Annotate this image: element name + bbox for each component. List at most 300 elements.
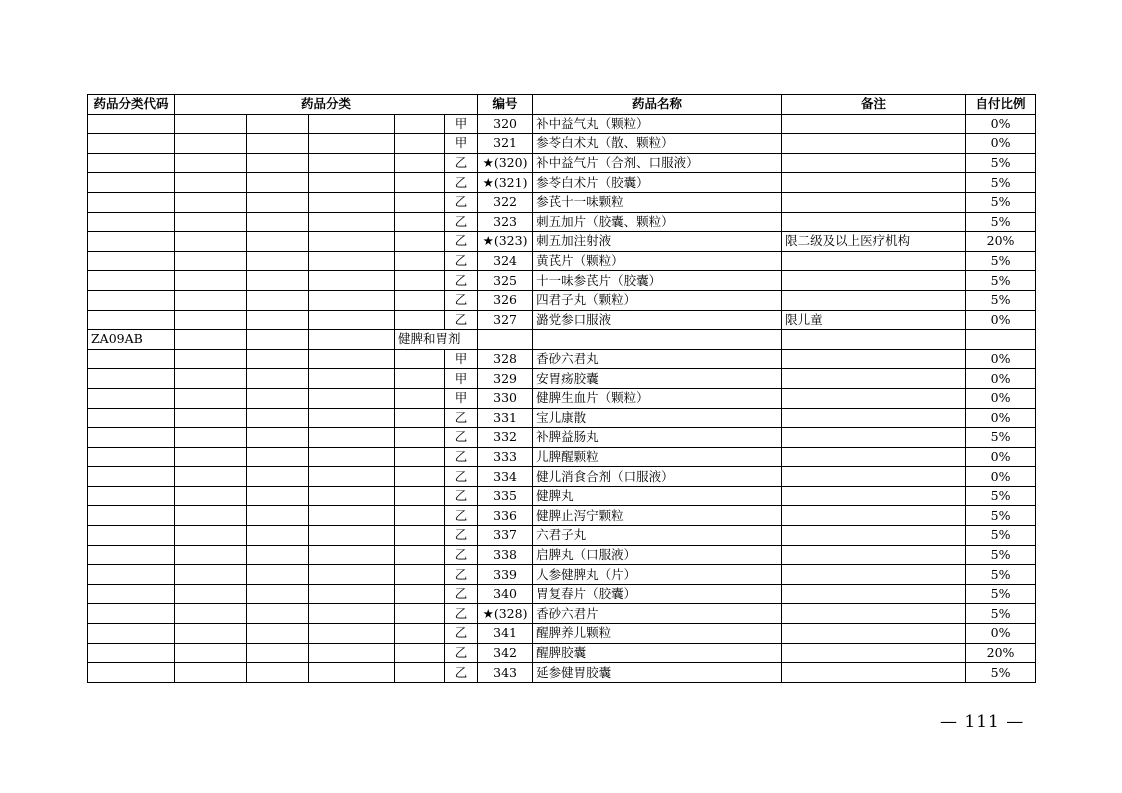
- number-cell: 329: [478, 369, 533, 389]
- category-level-3-cell: [309, 212, 395, 232]
- table-row: [88, 212, 1036, 232]
- drug-name-cell: 补中益气片（合剂、口服液）: [533, 153, 782, 173]
- ratio-cell: [966, 330, 1036, 350]
- class-code-cell: [88, 486, 175, 506]
- table-row: [88, 624, 1036, 644]
- remark-cell: [782, 349, 966, 369]
- category-level-3-cell: [309, 408, 395, 428]
- category-level-1-cell: [175, 349, 247, 369]
- ratio-cell: 20%: [966, 232, 1036, 252]
- remark-cell: [782, 134, 966, 154]
- category-level-2-cell: [247, 369, 309, 389]
- table-row: [88, 173, 1036, 193]
- category-level-4-cell: [395, 212, 445, 232]
- remark-cell: [782, 506, 966, 526]
- number-cell: ★(321): [478, 173, 533, 193]
- category-level-4-cell: [395, 565, 445, 585]
- table-row: [88, 271, 1036, 291]
- grade-cell: 乙: [445, 447, 478, 467]
- grade-cell: 乙: [445, 565, 478, 585]
- table-row: [88, 388, 1036, 408]
- remark-cell: [782, 173, 966, 193]
- category-level-3-cell: [309, 447, 395, 467]
- page-number: — 111 —: [940, 712, 1025, 732]
- number-cell: 339: [478, 565, 533, 585]
- number-cell: 323: [478, 212, 533, 232]
- remark-cell: [782, 290, 966, 310]
- drug-name-cell: 四君子丸（颗粒）: [533, 290, 782, 310]
- category-level-2-cell: [247, 486, 309, 506]
- category-level-3-cell: [309, 134, 395, 154]
- class-code-cell: [88, 604, 175, 624]
- category-level-1-cell: [175, 624, 247, 644]
- category-level-3-cell: [309, 486, 395, 506]
- category-level-4-cell: [395, 173, 445, 193]
- header-number: 编号: [478, 95, 533, 115]
- category-level-3-cell: [309, 388, 395, 408]
- drug-name-cell: 醒脾养儿颗粒: [533, 624, 782, 644]
- class-code-cell: [88, 192, 175, 212]
- remark-cell: [782, 212, 966, 232]
- category-level-2-cell: [247, 545, 309, 565]
- category-level-4-cell: [395, 624, 445, 644]
- table-row: [88, 134, 1036, 154]
- grade-cell: 乙: [445, 604, 478, 624]
- number-cell: 326: [478, 290, 533, 310]
- table-row: [88, 545, 1036, 565]
- number-cell: 338: [478, 545, 533, 565]
- table-row: [88, 232, 1036, 252]
- drug-name-cell: 儿脾醒颗粒: [533, 447, 782, 467]
- ratio-cell: 0%: [966, 408, 1036, 428]
- grade-cell: 乙: [445, 624, 478, 644]
- grade-cell: 乙: [445, 467, 478, 487]
- grade-cell: 乙: [445, 526, 478, 546]
- class-code-cell: [88, 584, 175, 604]
- category-level-3-cell: [309, 251, 395, 271]
- category-level-4-cell: [395, 663, 445, 683]
- remark-cell: [782, 388, 966, 408]
- category-level-1-cell: [175, 604, 247, 624]
- table-row: [88, 565, 1036, 585]
- ratio-cell: 0%: [966, 447, 1036, 467]
- category-level-4-cell: [395, 134, 445, 154]
- category-level-3-cell: [309, 624, 395, 644]
- category-level-3-cell: [309, 330, 395, 350]
- class-code-cell: [88, 153, 175, 173]
- class-code-cell: [88, 212, 175, 232]
- drug-name-cell: 健儿消食合剂（口服液）: [533, 467, 782, 487]
- category-level-1-cell: [175, 486, 247, 506]
- header-code: 药品分类代码: [88, 95, 175, 115]
- category-level-4-cell: [395, 349, 445, 369]
- drug-catalog-table: [87, 94, 1036, 683]
- remark-cell: [782, 624, 966, 644]
- remark-cell: [782, 467, 966, 487]
- category-level-4-cell: [395, 408, 445, 428]
- category-level-2-cell: [247, 663, 309, 683]
- category-level-3-cell: [309, 114, 395, 134]
- category-level-4-cell: [395, 643, 445, 663]
- drug-name-cell: 补中益气丸（颗粒）: [533, 114, 782, 134]
- drug-name-cell: 刺五加注射液: [533, 232, 782, 252]
- category-level-2-cell: [247, 330, 309, 350]
- category-level-2-cell: [247, 408, 309, 428]
- grade-cell: 乙: [445, 290, 478, 310]
- ratio-cell: 5%: [966, 584, 1036, 604]
- table-header-row: [88, 95, 1036, 115]
- table-row: [88, 153, 1036, 173]
- class-code-cell: [88, 663, 175, 683]
- category-level-3-cell: [309, 565, 395, 585]
- drug-name-cell: 宝儿康散: [533, 408, 782, 428]
- class-code-cell: [88, 369, 175, 389]
- category-level-4-cell: [395, 369, 445, 389]
- class-code-cell: [88, 271, 175, 291]
- table-row: [88, 369, 1036, 389]
- ratio-cell: 5%: [966, 153, 1036, 173]
- category-level-3-cell: [309, 173, 395, 193]
- ratio-cell: 5%: [966, 428, 1036, 448]
- drug-name-cell: 参苓白术片（胶囊）: [533, 173, 782, 193]
- ratio-cell: 0%: [966, 369, 1036, 389]
- ratio-cell: 5%: [966, 506, 1036, 526]
- category-level-4-cell: [395, 192, 445, 212]
- class-code-cell: [88, 545, 175, 565]
- category-level-3-cell: [309, 428, 395, 448]
- grade-cell: 乙: [445, 232, 478, 252]
- drug-name-cell: 人参健脾丸（片）: [533, 565, 782, 585]
- ratio-cell: 0%: [966, 467, 1036, 487]
- class-code-cell: [88, 643, 175, 663]
- number-cell: ★(328): [478, 604, 533, 624]
- header-remark: 备注: [782, 95, 966, 115]
- remark-cell: [782, 114, 966, 134]
- category-level-4-cell: [395, 447, 445, 467]
- category-level-3-cell: [309, 604, 395, 624]
- category-level-2-cell: [247, 526, 309, 546]
- remark-cell: [782, 604, 966, 624]
- category-level-1-cell: [175, 232, 247, 252]
- drug-name-cell: 六君子丸: [533, 526, 782, 546]
- number-cell: 337: [478, 526, 533, 546]
- category-level-3-cell: [309, 349, 395, 369]
- class-code-cell: [88, 467, 175, 487]
- category-level-3-cell: [309, 192, 395, 212]
- class-code-cell: [88, 428, 175, 448]
- remark-cell: [782, 330, 966, 350]
- ratio-cell: 0%: [966, 624, 1036, 644]
- number-cell: 325: [478, 271, 533, 291]
- grade-cell: 乙: [445, 663, 478, 683]
- remark-cell: [782, 369, 966, 389]
- remark-cell: [782, 192, 966, 212]
- grade-cell: 甲: [445, 349, 478, 369]
- ratio-cell: 20%: [966, 643, 1036, 663]
- category-level-1-cell: [175, 251, 247, 271]
- category-level-4-cell: [395, 251, 445, 271]
- drug-name-cell: 延参健胃胶囊: [533, 663, 782, 683]
- category-level-2-cell: [247, 506, 309, 526]
- category-level-2-cell: [247, 447, 309, 467]
- ratio-cell: 0%: [966, 349, 1036, 369]
- ratio-cell: 0%: [966, 388, 1036, 408]
- drug-name-cell: 参芪十一味颗粒: [533, 192, 782, 212]
- grade-cell: 甲: [445, 134, 478, 154]
- category-level-3-cell: [309, 643, 395, 663]
- grade-cell: 乙: [445, 271, 478, 291]
- category-level-1-cell: [175, 212, 247, 232]
- grade-cell: 乙: [445, 506, 478, 526]
- category-level-1-cell: [175, 134, 247, 154]
- drug-name-cell: 启脾丸（口服液）: [533, 545, 782, 565]
- ratio-cell: 5%: [966, 173, 1036, 193]
- class-code-cell: [88, 565, 175, 585]
- category-level-2-cell: [247, 467, 309, 487]
- remark-cell: [782, 408, 966, 428]
- ratio-cell: 5%: [966, 271, 1036, 291]
- category-level-3-cell: [309, 232, 395, 252]
- table-row: [88, 408, 1036, 428]
- category-level-3-cell: [309, 310, 395, 330]
- category-level-2-cell: [247, 153, 309, 173]
- ratio-cell: 5%: [966, 486, 1036, 506]
- number-cell: 333: [478, 447, 533, 467]
- remark-cell: [782, 565, 966, 585]
- category-level-3-cell: [309, 526, 395, 546]
- table-row: [88, 114, 1036, 134]
- category-level-1-cell: [175, 192, 247, 212]
- drug-name-cell: 补脾益肠丸: [533, 428, 782, 448]
- category-level-4-cell: [395, 467, 445, 487]
- table-row: [88, 486, 1036, 506]
- category-level-1-cell: [175, 408, 247, 428]
- number-cell: 328: [478, 349, 533, 369]
- category-level-2-cell: [247, 232, 309, 252]
- category-level-1-cell: [175, 428, 247, 448]
- ratio-cell: 5%: [966, 192, 1036, 212]
- ratio-cell: 5%: [966, 565, 1036, 585]
- table-row: [88, 467, 1036, 487]
- remark-cell: [782, 486, 966, 506]
- remark-cell: [782, 428, 966, 448]
- grade-cell: 乙: [445, 428, 478, 448]
- table-row: [88, 310, 1036, 330]
- category-level-4-cell: [395, 486, 445, 506]
- number-cell: 322: [478, 192, 533, 212]
- category-level-4-cell: [395, 232, 445, 252]
- category-level-2-cell: [247, 349, 309, 369]
- table-row: [88, 290, 1036, 310]
- remark-cell: 限二级及以上医疗机构: [782, 232, 966, 252]
- class-code-cell: [88, 114, 175, 134]
- category-level-1-cell: [175, 114, 247, 134]
- category-level-1-cell: [175, 643, 247, 663]
- category-level-4-cell: [395, 584, 445, 604]
- class-code-cell: [88, 173, 175, 193]
- number-cell: 332: [478, 428, 533, 448]
- category-level-2-cell: [247, 643, 309, 663]
- grade-cell: 乙: [445, 173, 478, 193]
- remark-cell: 限儿童: [782, 310, 966, 330]
- category-level-2-cell: [247, 584, 309, 604]
- category-level-1-cell: [175, 467, 247, 487]
- category-level-4-cell: [395, 310, 445, 330]
- category-level-2-cell: [247, 192, 309, 212]
- drug-name-cell: 安胃疡胶囊: [533, 369, 782, 389]
- class-code-cell: [88, 290, 175, 310]
- grade-cell: 乙: [445, 408, 478, 428]
- table-row: [88, 663, 1036, 683]
- category-level-2-cell: [247, 134, 309, 154]
- number-cell: ★(323): [478, 232, 533, 252]
- category-level-1-cell: [175, 545, 247, 565]
- drug-name-cell: 胃复春片（胶囊）: [533, 584, 782, 604]
- category-level-2-cell: [247, 624, 309, 644]
- remark-cell: [782, 663, 966, 683]
- table-row: [88, 192, 1036, 212]
- number-cell: 320: [478, 114, 533, 134]
- category-level-3-cell: [309, 290, 395, 310]
- category-level-4-cell: [395, 271, 445, 291]
- grade-cell: 乙: [445, 584, 478, 604]
- category-level-3-cell: [309, 467, 395, 487]
- class-code-cell: [88, 349, 175, 369]
- category-level-1-cell: [175, 663, 247, 683]
- category-level-3-cell: [309, 153, 395, 173]
- ratio-cell: 5%: [966, 663, 1036, 683]
- category-level-1-cell: [175, 369, 247, 389]
- grade-cell: 乙: [445, 545, 478, 565]
- ratio-cell: 5%: [966, 604, 1036, 624]
- category-level-4-cell: [395, 604, 445, 624]
- category-level-1-cell: [175, 447, 247, 467]
- table-row: [88, 447, 1036, 467]
- category-level-2-cell: [247, 604, 309, 624]
- ratio-cell: 5%: [966, 545, 1036, 565]
- drug-name-cell: 健脾止泻宁颗粒: [533, 506, 782, 526]
- drug-name-cell: 香砂六君丸: [533, 349, 782, 369]
- drug-name-cell: 十一味参芪片（胶囊）: [533, 271, 782, 291]
- remark-cell: [782, 153, 966, 173]
- drug-name-cell: 黄芪片（颗粒）: [533, 251, 782, 271]
- number-cell: 327: [478, 310, 533, 330]
- category-level-2-cell: [247, 290, 309, 310]
- class-code-cell: [88, 232, 175, 252]
- remark-cell: [782, 251, 966, 271]
- category-level-4-cell: [395, 526, 445, 546]
- class-code-cell: [88, 624, 175, 644]
- category-group-name: 健脾和胃剂: [395, 330, 478, 350]
- category-row: [88, 330, 1036, 350]
- ratio-cell: 0%: [966, 114, 1036, 134]
- category-level-1-cell: [175, 310, 247, 330]
- number-cell: 335: [478, 486, 533, 506]
- category-level-1-cell: [175, 526, 247, 546]
- category-level-2-cell: [247, 388, 309, 408]
- grade-cell: 乙: [445, 486, 478, 506]
- category-level-2-cell: [247, 271, 309, 291]
- category-level-2-cell: [247, 565, 309, 585]
- header-ratio: 自付比例: [966, 95, 1036, 115]
- category-level-2-cell: [247, 212, 309, 232]
- ratio-cell: 5%: [966, 212, 1036, 232]
- number-cell: 342: [478, 643, 533, 663]
- remark-cell: [782, 271, 966, 291]
- category-level-2-cell: [247, 428, 309, 448]
- category-level-3-cell: [309, 369, 395, 389]
- drug-name-cell: 刺五加片（胶囊、颗粒）: [533, 212, 782, 232]
- category-level-2-cell: [247, 310, 309, 330]
- category-level-1-cell: [175, 388, 247, 408]
- grade-cell: 乙: [445, 310, 478, 330]
- category-level-1-cell: [175, 290, 247, 310]
- number-cell: [478, 330, 533, 350]
- grade-cell: 乙: [445, 251, 478, 271]
- class-code-cell: [88, 408, 175, 428]
- table-row: [88, 643, 1036, 663]
- number-cell: 331: [478, 408, 533, 428]
- table-row: [88, 604, 1036, 624]
- number-cell: 336: [478, 506, 533, 526]
- drug-name-cell: 健脾丸: [533, 486, 782, 506]
- drug-name-cell: 潞党参口服液: [533, 310, 782, 330]
- class-code-cell: [88, 388, 175, 408]
- class-code-cell: ZA09AB: [88, 330, 175, 350]
- category-level-1-cell: [175, 565, 247, 585]
- number-cell: ★(320): [478, 153, 533, 173]
- table-row: [88, 251, 1036, 271]
- remark-cell: [782, 643, 966, 663]
- grade-cell: 甲: [445, 114, 478, 134]
- category-level-3-cell: [309, 271, 395, 291]
- category-level-3-cell: [309, 663, 395, 683]
- grade-cell: 乙: [445, 212, 478, 232]
- table-row: [88, 506, 1036, 526]
- category-level-3-cell: [309, 506, 395, 526]
- ratio-cell: 0%: [966, 134, 1036, 154]
- class-code-cell: [88, 526, 175, 546]
- category-level-4-cell: [395, 545, 445, 565]
- category-level-3-cell: [309, 545, 395, 565]
- drug-name-cell: 香砂六君片: [533, 604, 782, 624]
- remark-cell: [782, 526, 966, 546]
- drug-name-cell: [533, 330, 782, 350]
- remark-cell: [782, 545, 966, 565]
- table-row: [88, 428, 1036, 448]
- category-level-1-cell: [175, 584, 247, 604]
- drug-name-cell: 参苓白术丸（散、颗粒）: [533, 134, 782, 154]
- category-level-1-cell: [175, 173, 247, 193]
- class-code-cell: [88, 251, 175, 271]
- category-level-1-cell: [175, 271, 247, 291]
- class-code-cell: [88, 134, 175, 154]
- table-row: [88, 584, 1036, 604]
- grade-cell: 甲: [445, 388, 478, 408]
- table-row: [88, 349, 1036, 369]
- ratio-cell: 0%: [966, 310, 1036, 330]
- grade-cell: 乙: [445, 153, 478, 173]
- remark-cell: [782, 447, 966, 467]
- remark-cell: [782, 584, 966, 604]
- grade-cell: 乙: [445, 192, 478, 212]
- number-cell: 330: [478, 388, 533, 408]
- ratio-cell: 5%: [966, 251, 1036, 271]
- class-code-cell: [88, 506, 175, 526]
- category-level-2-cell: [247, 114, 309, 134]
- drug-name-cell: 健脾生血片（颗粒）: [533, 388, 782, 408]
- number-cell: 334: [478, 467, 533, 487]
